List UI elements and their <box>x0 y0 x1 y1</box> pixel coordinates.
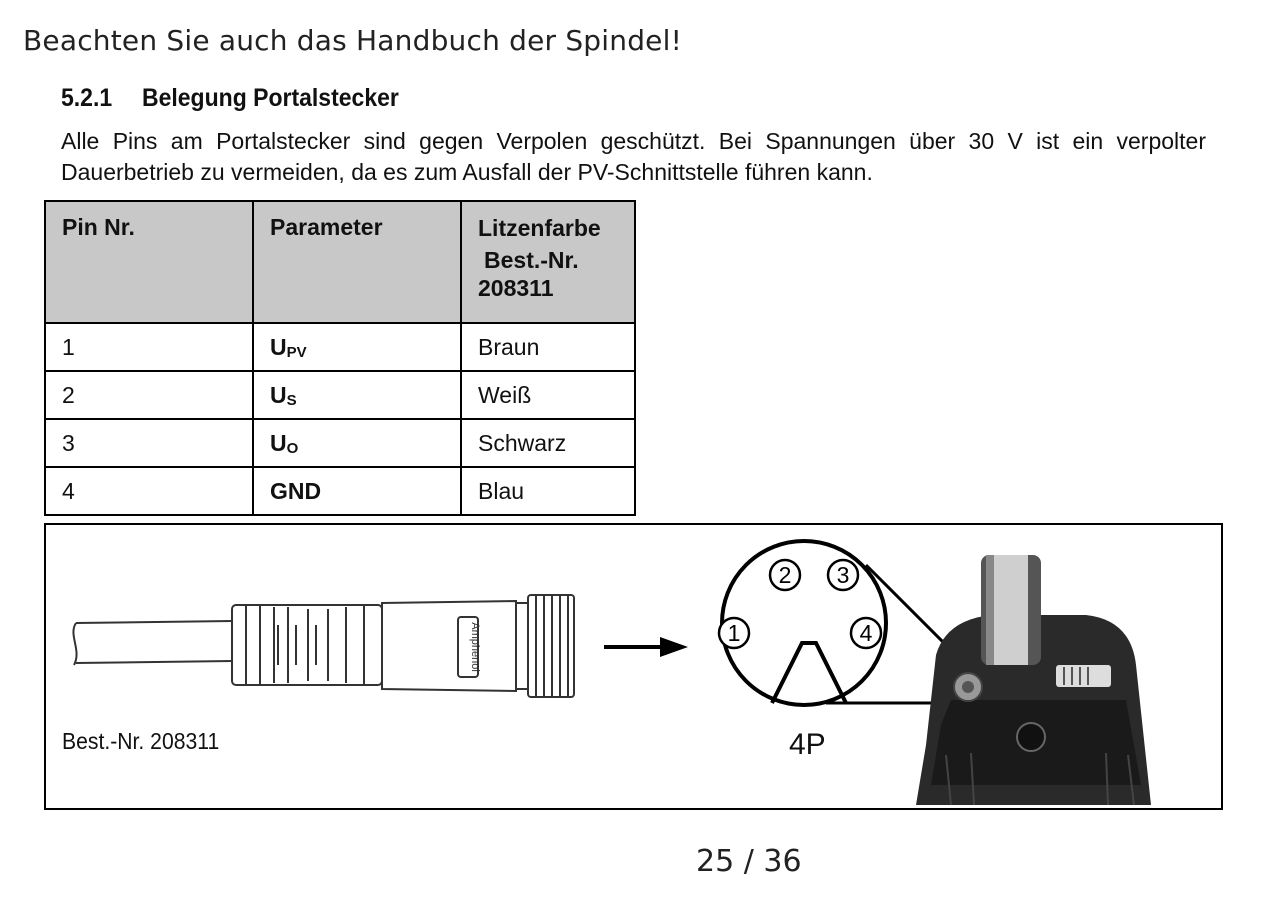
param-main: U <box>270 334 287 360</box>
pin-assignment-table <box>44 200 636 516</box>
cell-pin: 4 <box>45 467 253 515</box>
coupling-nut-drawing <box>516 595 574 697</box>
param-sub: S <box>286 392 297 409</box>
pin-label-4: 4 <box>859 620 873 646</box>
header-color-line3: 208311 <box>478 275 554 301</box>
param-main: U <box>270 430 287 456</box>
cell-parameter <box>253 323 461 371</box>
header-color-line2: Best.-Nr. <box>484 247 579 273</box>
section-title: Belegung Portalstecker <box>141 84 399 112</box>
section-number: 5.2.1 <box>61 84 113 112</box>
pin-label-1: 1 <box>727 620 741 646</box>
connector-type-label: 4P <box>789 728 826 761</box>
connector-figure <box>44 523 1223 810</box>
page-indicator: 25 / 36 <box>696 844 802 879</box>
cell-color: Blau <box>461 467 635 515</box>
cell-parameter <box>253 419 461 467</box>
pin-label-3: 3 <box>836 562 850 588</box>
param-main: U <box>270 382 287 408</box>
table-row <box>45 323 635 371</box>
table-header-row <box>45 201 635 323</box>
param-sub: PV <box>286 344 307 361</box>
connector-body-drawing <box>382 601 516 691</box>
spindle-device-drawing <box>916 555 1151 805</box>
param-main: GND <box>270 478 322 504</box>
brand-mark: Amphenol <box>469 622 481 672</box>
table-row <box>45 467 635 515</box>
pin-label-2: 2 <box>778 562 792 588</box>
strain-relief-drawing <box>232 605 382 685</box>
cell-pin: 1 <box>45 323 253 371</box>
header-pin: Pin Nr. <box>45 201 253 323</box>
cell-pin: 3 <box>45 419 253 467</box>
cell-pin: 2 <box>45 371 253 419</box>
cell-parameter <box>253 467 461 515</box>
section-heading <box>61 84 399 113</box>
cell-color: Weiß <box>461 371 635 419</box>
cell-parameter <box>253 371 461 419</box>
manual-note: Beachten Sie auch das Handbuch der Spindel! <box>23 24 683 57</box>
cable-drawing <box>73 621 232 665</box>
order-number-label: Best.-Nr. 208311 <box>62 728 220 754</box>
table-row <box>45 419 635 467</box>
arrow-icon <box>604 637 688 657</box>
param-sub: O <box>286 440 299 457</box>
header-color-line1: Litzenfarbe <box>478 215 601 241</box>
header-parameter: Parameter <box>253 201 461 323</box>
section-paragraph: Alle Pins am Portalstecker sind gegen Verpolen geschützt. Bei Spannungen über 30 V ist ein verpolter Dauerbetrieb zu vermeiden, da es zum Ausfall der PV-Schnittstelle führen kann. <box>61 128 1206 185</box>
table-row <box>45 371 635 419</box>
cell-color: Braun <box>461 323 635 371</box>
header-color <box>461 201 635 323</box>
connector-illustration <box>46 525 1221 808</box>
cell-color: Schwarz <box>461 419 635 467</box>
